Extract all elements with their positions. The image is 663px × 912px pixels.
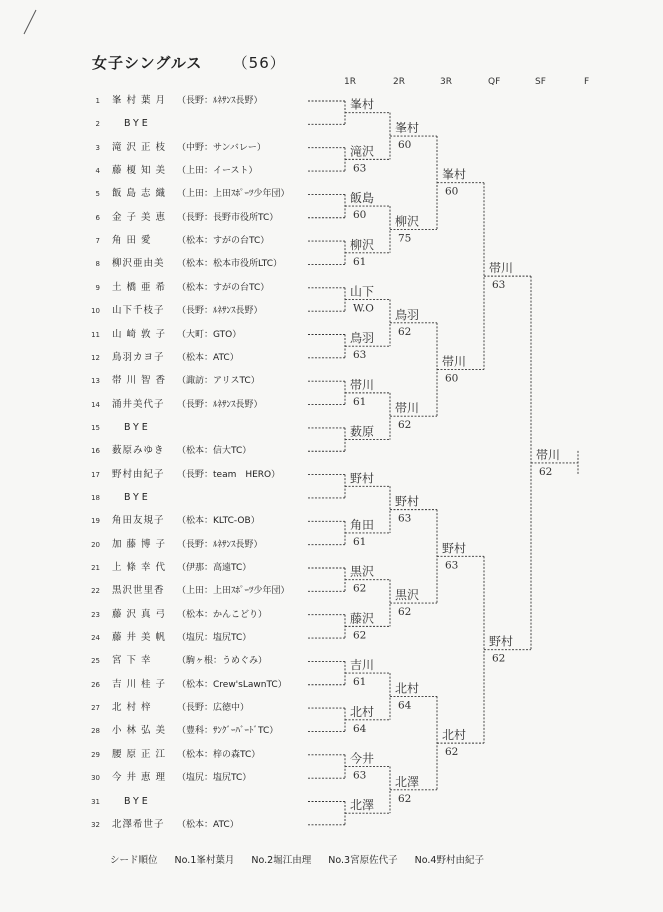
draw-number: 30	[91, 774, 100, 783]
winner-handwritten: 野村	[489, 634, 514, 649]
winner-handwritten: 鳥羽	[350, 331, 375, 346]
player-club: （伊那：高遠TC）	[177, 563, 252, 573]
player-name: 峯 村 葉 月	[112, 95, 167, 106]
winner-handwritten: 帯川	[350, 377, 375, 392]
score-handwritten: 63	[353, 162, 367, 175]
score-handwritten: 62	[445, 746, 459, 759]
winner-handwritten: 北村	[350, 704, 375, 719]
player-club: （塩尻：塩尻TC）	[177, 773, 252, 784]
player-club: （松本：信大TC）	[177, 446, 252, 457]
player-club: （上田：上田ｽﾎﾟｰﾂ少年団）	[177, 189, 290, 200]
winner-handwritten: 野村	[442, 541, 467, 556]
player-name: 帯 川 智 香	[112, 375, 167, 387]
player-name: 薮原みゆき	[112, 445, 165, 457]
draw-number: 27	[91, 704, 100, 713]
draw-number: 12	[91, 353, 100, 362]
draw-number: 7	[95, 237, 100, 246]
player-name: 藤 井 美 帆	[112, 632, 167, 644]
player-club: （長野：ﾙﾈｻﾝｽ長野）	[177, 539, 263, 550]
player-name: 野村由紀子	[112, 468, 165, 480]
winner-handwritten: 帯川	[442, 354, 467, 369]
player-name: 涌井美代子	[112, 398, 165, 410]
player-name: 藤 沢 真 弓	[112, 608, 167, 620]
draw-number: 15	[91, 423, 100, 432]
draw-number: 13	[91, 377, 100, 386]
score-handwritten: 63	[492, 279, 506, 292]
score-handwritten: 64	[353, 722, 367, 735]
draw-number: 23	[91, 610, 100, 619]
winner-handwritten: 鳥羽	[395, 307, 420, 322]
player-club: （松本：かんこどり）	[177, 609, 268, 620]
player-name: 吉 川 桂 子	[112, 678, 167, 690]
player-name: BYE	[124, 421, 151, 433]
player-name: 宮 下 幸	[112, 655, 152, 667]
winner-handwritten: 野村	[350, 471, 375, 486]
draw-number: 32	[91, 820, 100, 829]
draw-number: 19	[91, 517, 100, 526]
draw-number: 11	[91, 330, 100, 339]
player-club: （長野：広徳中）	[177, 703, 250, 714]
draw-number: 29	[91, 750, 100, 759]
winner-handwritten: 野村	[395, 494, 420, 509]
round-header-1r: 1R	[344, 77, 356, 87]
score-handwritten: 75	[398, 232, 412, 245]
score-handwritten: 62	[398, 606, 412, 619]
draw-number: 20	[91, 540, 100, 549]
draw-number: 22	[91, 587, 100, 596]
player-club: （諏訪：アリスTC）	[177, 376, 260, 387]
draw-number: 14	[91, 400, 100, 409]
score-handwritten: 63	[398, 512, 412, 525]
player-club: （松本：梓の森TC）	[177, 749, 261, 760]
player-club: （豊科：ｻﾝｸﾞｰﾊﾞｰﾄﾞTC）	[177, 726, 279, 737]
draw-number: 5	[95, 190, 100, 199]
player-club: （上田：イースト）	[177, 166, 258, 177]
winner-handwritten: 北澤	[395, 774, 420, 789]
score-handwritten: 64	[398, 699, 412, 712]
winner-handwritten: 藤沢	[350, 611, 375, 626]
player-name: 柳沢亜由美	[112, 258, 165, 270]
score-handwritten: 62	[539, 465, 553, 478]
player-name: 今 井 恵 理	[112, 772, 167, 784]
draw-number: 1	[95, 97, 100, 105]
round-header-f: F	[584, 77, 590, 87]
score-handwritten: 62	[398, 419, 412, 432]
seed-order-line	[110, 852, 498, 866]
player-club: （上田：上田ｽﾎﾟｰﾂ少年団）	[177, 586, 290, 597]
winner-handwritten: 帯川	[395, 401, 420, 416]
player-club: （松本：すがの台TC）	[177, 236, 270, 247]
winner-handwritten: 北村	[442, 728, 467, 743]
player-name: 小 林 弘 美	[112, 725, 167, 737]
player-club: （長野：team HERO）	[177, 469, 281, 480]
score-handwritten: 61	[353, 676, 367, 689]
round-header-qf: QF	[488, 77, 501, 87]
draw-number: 6	[95, 213, 100, 222]
player-name: 鳥羽カヨ子	[112, 351, 165, 363]
score-handwritten: 62	[398, 325, 412, 338]
seed-2: No.2堀江由理	[251, 855, 312, 866]
draw-number: 21	[91, 564, 100, 572]
player-name: 北 村 梓	[112, 702, 152, 714]
player-name: BYE	[124, 795, 151, 807]
player-club: （松本：松本市役所LTC）	[177, 259, 283, 270]
score-handwritten: 63	[353, 349, 367, 362]
winner-handwritten: 黒沢	[350, 564, 375, 579]
score-handwritten: 63	[445, 559, 459, 572]
player-name: 黒沢世里香	[112, 585, 165, 597]
draw-number: 24	[91, 634, 100, 643]
seed-1: No.1峯村葉月	[174, 855, 235, 866]
draw-number: 25	[91, 657, 100, 666]
score-handwritten: 61	[353, 395, 367, 408]
draw-number: 3	[95, 143, 100, 152]
player-club: （長野：長野市役所TC）	[177, 212, 279, 223]
draw-number: 4	[95, 167, 100, 176]
winner-handwritten: 吉川	[350, 658, 375, 673]
player-club: （松本：すがの台TC）	[177, 282, 270, 293]
winner-handwritten: 帯川	[536, 447, 561, 462]
draw-number: 16	[91, 447, 100, 456]
player-club: （塩尻：塩尻TC）	[177, 633, 252, 644]
round-header-3r: 3R	[440, 77, 452, 87]
player-club: （長野：ﾙﾈｻﾝｽ長野）	[177, 399, 263, 410]
winner-handwritten: 北澤	[350, 798, 375, 813]
score-handwritten: 60	[445, 185, 459, 198]
winner-handwritten: 帯川	[489, 261, 514, 276]
draw-number: 10	[91, 307, 100, 316]
winner-handwritten: 峯村	[350, 97, 375, 112]
score-handwritten: 62	[353, 582, 367, 595]
player-club: （長野：ﾙﾈｻﾝｽ長野）	[177, 306, 263, 317]
player-name: 山 崎 敦 子	[112, 328, 167, 340]
player-club: （中野：サンバレー）	[177, 142, 266, 153]
player-name: 金 子 美 恵	[112, 211, 167, 223]
draw-number: 31	[91, 797, 100, 806]
player-club: （松本：ATC）	[177, 352, 239, 363]
winner-handwritten: 峯村	[395, 121, 420, 136]
winner-handwritten: 角田	[350, 517, 375, 532]
score-handwritten: 60	[353, 209, 367, 222]
draw-number: 8	[95, 260, 100, 269]
winner-handwritten: 飯島	[350, 191, 375, 206]
player-club: （松本：Crew'sLawnTC）	[177, 679, 287, 690]
seed-4: No.4野村由紀子	[414, 855, 484, 866]
winner-handwritten: 山下	[350, 284, 375, 299]
player-club: （駒ヶ根：うめぐみ）	[177, 656, 268, 667]
score-handwritten: 61	[353, 255, 367, 268]
winner-handwritten: 北村	[395, 681, 420, 696]
seed-3: No.3宮原佐代子	[328, 855, 398, 866]
player-club: （長野：ﾙﾈｻﾝｽ長野）	[177, 96, 263, 106]
seed-label: シード順位	[110, 855, 158, 866]
draw-number: 9	[95, 283, 100, 292]
player-name: BYE	[124, 118, 151, 130]
player-name: BYE	[124, 491, 151, 503]
winner-handwritten: 今井	[350, 751, 375, 766]
score-handwritten: W.O	[353, 302, 374, 315]
score-handwritten: 63	[353, 769, 367, 782]
draw-size: （56）	[232, 54, 286, 72]
player-name: 飯 島 志 織	[112, 188, 167, 200]
draw-number: 2	[95, 120, 100, 129]
round-header-sf: SF	[535, 77, 546, 87]
player-name: 加 藤 博 子	[112, 538, 167, 550]
draw-number: 17	[91, 470, 100, 479]
score-handwritten: 60	[398, 139, 412, 152]
event-name: 女子シングルス	[92, 54, 203, 72]
player-name: 滝 沢 正 枝	[112, 141, 167, 153]
winner-handwritten: 柳沢	[395, 214, 420, 229]
winner-handwritten: 峯村	[442, 167, 467, 182]
winner-handwritten: 黒沢	[395, 588, 420, 603]
player-name: 上 條 幸 代	[112, 562, 167, 573]
winner-handwritten: 滝沢	[350, 144, 375, 159]
player-name: 角田友規子	[112, 515, 165, 527]
player-name: 腰 原 正 江	[112, 748, 167, 760]
score-handwritten: 61	[353, 535, 367, 548]
draw-number: 26	[91, 680, 100, 689]
player-name: 藤 榎 知 美	[112, 165, 167, 177]
score-handwritten: 62	[398, 792, 412, 805]
player-name: 角 田 愛	[112, 235, 152, 247]
winner-handwritten: 薮原	[350, 424, 375, 439]
player-club: （大町：GTO）	[177, 329, 242, 340]
player-name: 山下千枝子	[112, 305, 165, 317]
round-header-2r: 2R	[393, 77, 405, 87]
score-handwritten: 62	[353, 629, 367, 642]
player-name: 土 橋 亜 希	[112, 281, 167, 293]
score-handwritten: 60	[445, 372, 459, 385]
player-club: （松本：KLTC-OB）	[177, 516, 260, 527]
draw-number: 28	[91, 727, 100, 736]
draw-number: 18	[91, 493, 100, 502]
player-club: （松本：ATC）	[177, 819, 239, 830]
score-handwritten: 62	[492, 652, 506, 665]
player-name: 北澤希世子	[112, 818, 165, 830]
winner-handwritten: 柳沢	[350, 237, 375, 252]
